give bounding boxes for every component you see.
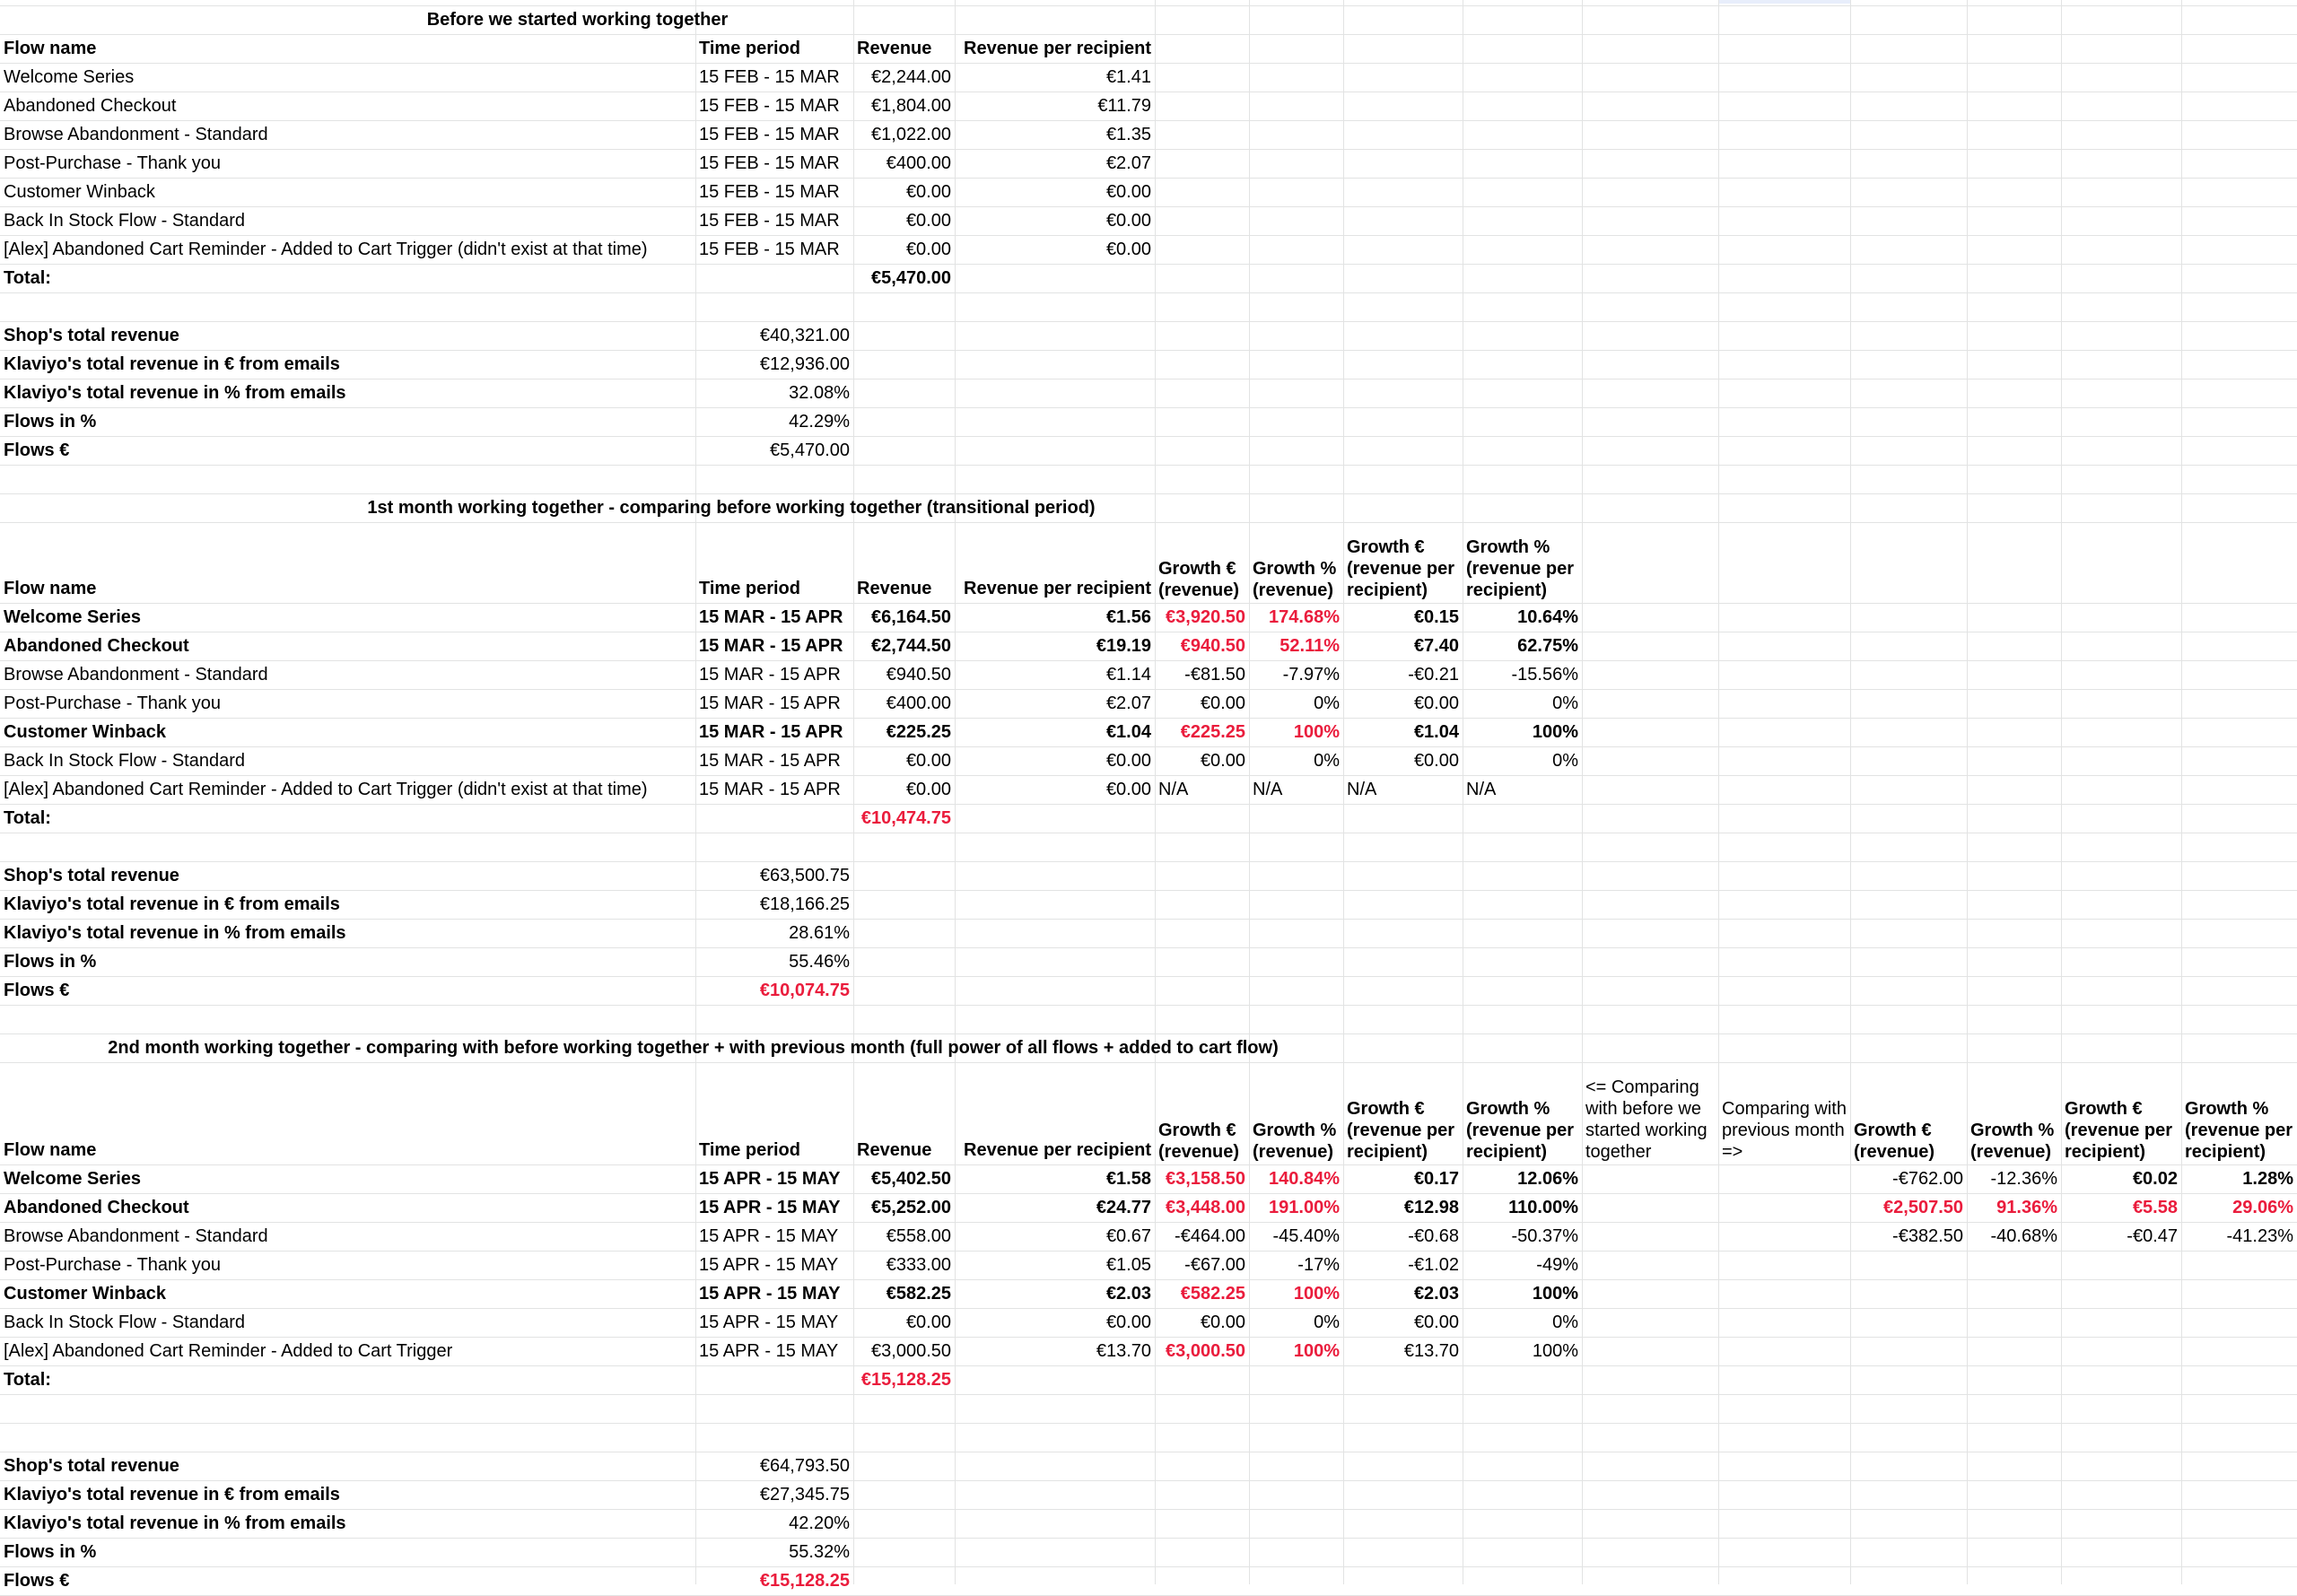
column-header[interactable]: Time period xyxy=(699,1140,800,1160)
column-header[interactable]: Revenue xyxy=(857,1140,932,1160)
growth-eur-cell[interactable]: €225.25 xyxy=(1180,722,1245,742)
growth-eur-cell[interactable]: €3,448.00 xyxy=(1166,1198,1245,1217)
flow-name-cell[interactable]: Post-Purchase - Thank you xyxy=(4,1255,221,1275)
flow-name-cell[interactable]: Browse Abandonment - Standard xyxy=(4,1226,268,1246)
revenue-cell[interactable]: €0.00 xyxy=(905,240,951,259)
summary-value[interactable]: €5,470.00 xyxy=(770,440,850,460)
section-title[interactable]: Before we started working together xyxy=(426,10,729,30)
prev-growth-eur-rpr-cell[interactable]: -€0.47 xyxy=(2127,1226,2178,1246)
time-period-cell[interactable]: 15 MAR - 15 APR xyxy=(699,607,843,627)
growth-eur-rpr-cell[interactable]: €0.00 xyxy=(1413,1313,1459,1332)
flow-name-cell[interactable]: Customer Winback xyxy=(4,182,155,202)
time-period-cell[interactable]: 15 FEB - 15 MAR xyxy=(699,182,840,202)
revenue-per-recipient-cell[interactable]: €1.35 xyxy=(1105,125,1151,144)
time-period-cell[interactable]: 15 FEB - 15 MAR xyxy=(699,153,840,173)
summary-label[interactable]: Flows € xyxy=(4,440,70,460)
growth-pct-cell[interactable]: 100% xyxy=(1293,722,1340,742)
column-header[interactable]: Growth € (revenue per recipient) xyxy=(1347,1099,1455,1162)
column-header[interactable]: Growth % (revenue per recipient) xyxy=(1466,1099,1575,1162)
growth-eur-rpr-cell[interactable]: €13.70 xyxy=(1403,1341,1459,1361)
grid-column-line xyxy=(1850,0,1851,1584)
growth-eur-cell[interactable]: €0.00 xyxy=(1200,1313,1245,1332)
column-header[interactable]: Time period xyxy=(699,39,800,58)
growth-pct-cell[interactable]: 191.00% xyxy=(1269,1198,1340,1217)
growth-eur-cell[interactable]: €0.00 xyxy=(1200,751,1245,771)
flow-name-cell[interactable]: Back In Stock Flow - Standard xyxy=(4,751,246,771)
summary-value[interactable]: 42.20% xyxy=(789,1513,850,1533)
revenue-cell[interactable]: €0.00 xyxy=(905,1313,951,1332)
summary-value[interactable]: €15,128.25 xyxy=(759,1571,850,1591)
growth-eur-rpr-cell[interactable]: €12.98 xyxy=(1403,1198,1459,1217)
prev-growth-eur-cell[interactable]: -€382.50 xyxy=(1892,1226,1963,1246)
grid-row-line xyxy=(0,465,2297,466)
flow-name-cell[interactable]: Back In Stock Flow - Standard xyxy=(4,211,246,231)
revenue-per-recipient-cell[interactable]: €19.19 xyxy=(1096,636,1151,656)
column-header[interactable]: Growth % (revenue) xyxy=(1253,1121,1337,1162)
growth-eur-cell[interactable]: -€67.00 xyxy=(1184,1255,1245,1275)
growth-eur-rpr-cell[interactable]: €7.40 xyxy=(1413,636,1459,656)
revenue-per-recipient-cell[interactable]: €1.04 xyxy=(1105,722,1151,742)
revenue-cell[interactable]: €5,402.50 xyxy=(871,1169,951,1189)
growth-pct-cell[interactable]: -17% xyxy=(1297,1255,1340,1275)
revenue-cell[interactable]: €333.00 xyxy=(886,1255,951,1275)
revenue-cell[interactable]: €582.25 xyxy=(886,1284,951,1304)
flow-name-cell[interactable]: Back In Stock Flow - Standard xyxy=(4,1313,246,1332)
flow-name-cell[interactable]: Abandoned Checkout xyxy=(4,96,177,116)
summary-value[interactable]: 28.61% xyxy=(789,923,850,943)
column-header[interactable]: Growth % (revenue per recipient) xyxy=(1466,537,1575,600)
summary-label[interactable]: Klaviyo's total revenue in € from emails xyxy=(4,894,340,914)
column-header[interactable]: Revenue xyxy=(857,39,932,58)
revenue-cell[interactable]: €0.00 xyxy=(905,182,951,202)
summary-label[interactable]: Flows € xyxy=(4,1571,70,1591)
growth-eur-cell[interactable]: €3,000.50 xyxy=(1166,1341,1245,1361)
time-period-cell[interactable]: 15 FEB - 15 MAR xyxy=(699,67,840,87)
revenue-per-recipient-cell[interactable]: €0.00 xyxy=(1105,240,1151,259)
growth-pct-cell[interactable]: -7.97% xyxy=(1282,665,1340,685)
revenue-cell[interactable]: €2,744.50 xyxy=(871,636,951,656)
revenue-cell[interactable]: €3,000.50 xyxy=(871,1341,951,1361)
summary-label[interactable]: Shop's total revenue xyxy=(4,326,179,345)
summary-value[interactable]: €27,345.75 xyxy=(759,1485,850,1504)
growth-pct-rpr-cell[interactable]: 100% xyxy=(1532,722,1578,742)
summary-label[interactable]: Shop's total revenue xyxy=(4,1456,179,1476)
growth-pct-rpr-cell[interactable]: 62.75% xyxy=(1517,636,1578,656)
growth-pct-cell[interactable]: 100% xyxy=(1293,1284,1340,1304)
time-period-cell[interactable]: 15 APR - 15 MAY xyxy=(699,1341,839,1361)
revenue-cell[interactable]: €2,244.00 xyxy=(871,67,951,87)
growth-pct-rpr-cell[interactable]: 0% xyxy=(1552,1313,1578,1332)
time-period-cell[interactable]: 15 APR - 15 MAY xyxy=(699,1226,839,1246)
summary-value[interactable]: €12,936.00 xyxy=(759,354,850,374)
summary-label[interactable]: Klaviyo's total revenue in % from emails xyxy=(4,923,346,943)
growth-eur-rpr-cell[interactable]: N/A xyxy=(1347,780,1377,799)
summary-label[interactable]: Klaviyo's total revenue in % from emails xyxy=(4,1513,346,1533)
column-header[interactable]: Growth € (revenue) xyxy=(1158,1121,1240,1162)
revenue-per-recipient-cell[interactable]: €13.70 xyxy=(1096,1341,1151,1361)
summary-label[interactable]: Flows € xyxy=(4,981,70,1000)
column-header[interactable]: Revenue per recipient xyxy=(964,579,1151,598)
flow-name-cell[interactable]: Abandoned Checkout xyxy=(4,1198,189,1217)
time-period-cell[interactable]: 15 FEB - 15 MAR xyxy=(699,211,840,231)
revenue-per-recipient-cell[interactable]: €11.79 xyxy=(1097,96,1151,116)
summary-value[interactable]: 32.08% xyxy=(789,383,850,403)
column-header[interactable]: Growth € (revenue) xyxy=(1158,559,1240,600)
flow-name-cell[interactable]: Welcome Series xyxy=(4,607,142,627)
revenue-per-recipient-cell[interactable]: €1.56 xyxy=(1105,607,1151,627)
time-period-cell[interactable]: 15 APR - 15 MAY xyxy=(699,1313,839,1332)
section-title[interactable]: 1st month working together - comparing before working together (transitional period) xyxy=(367,498,1096,518)
growth-pct-rpr-cell[interactable]: 10.64% xyxy=(1517,607,1578,627)
summary-value[interactable]: €40,321.00 xyxy=(759,326,850,345)
selected-cell-highlight xyxy=(1718,0,1850,4)
section-title[interactable]: 2nd month working together - comparing with before working together + with previous month (full power of all flows + added to cart flow) xyxy=(108,1038,1279,1058)
growth-eur-rpr-cell[interactable]: -€0.68 xyxy=(1408,1226,1459,1246)
summary-value[interactable]: €10,074.75 xyxy=(759,981,850,1000)
growth-eur-cell[interactable]: -€81.50 xyxy=(1184,665,1245,685)
column-header[interactable]: <= Comparing with before we started working together xyxy=(1585,1077,1707,1162)
revenue-per-recipient-cell[interactable]: €0.00 xyxy=(1105,211,1151,231)
column-header[interactable]: Time period xyxy=(699,579,800,598)
flow-name-cell[interactable]: Abandoned Checkout xyxy=(4,636,189,656)
prev-growth-pct-rpr-cell[interactable]: -41.23% xyxy=(2226,1226,2293,1246)
time-period-cell[interactable]: 15 APR - 15 MAY xyxy=(699,1255,839,1275)
total-value[interactable]: €10,474.75 xyxy=(860,808,951,828)
flow-name-cell[interactable]: [Alex] Abandoned Cart Reminder - Added to Cart Trigger (didn't exist at that time) xyxy=(4,240,648,259)
revenue-cell[interactable]: €225.25 xyxy=(886,722,951,742)
growth-eur-rpr-cell[interactable]: €0.15 xyxy=(1413,607,1459,627)
growth-eur-cell[interactable]: €3,158.50 xyxy=(1166,1169,1245,1189)
summary-value[interactable]: €64,793.50 xyxy=(759,1456,850,1476)
growth-eur-cell[interactable]: €940.50 xyxy=(1180,636,1245,656)
time-period-cell[interactable]: 15 APR - 15 MAY xyxy=(699,1198,841,1217)
time-period-cell[interactable]: 15 APR - 15 MAY xyxy=(699,1169,841,1189)
summary-label[interactable]: Flows in % xyxy=(4,412,97,432)
growth-pct-rpr-cell[interactable]: -49% xyxy=(1536,1255,1578,1275)
column-header[interactable]: Revenue per recipient xyxy=(964,39,1151,58)
column-header[interactable]: Growth % (revenue) xyxy=(1253,559,1337,600)
time-period-cell[interactable]: 15 MAR - 15 APR xyxy=(699,665,841,685)
flow-name-cell[interactable]: Post-Purchase - Thank you xyxy=(4,693,221,713)
growth-pct-cell[interactable]: 0% xyxy=(1314,1313,1340,1332)
revenue-per-recipient-cell[interactable]: €1.14 xyxy=(1105,665,1151,685)
summary-label[interactable]: Flows in % xyxy=(4,1542,97,1562)
growth-pct-cell[interactable]: 100% xyxy=(1293,1341,1340,1361)
growth-pct-rpr-cell[interactable]: -50.37% xyxy=(1511,1226,1578,1246)
growth-pct-rpr-cell[interactable]: 12.06% xyxy=(1517,1169,1578,1189)
column-header[interactable]: Growth € (revenue per recipient) xyxy=(1347,537,1455,600)
grid-row-line xyxy=(0,292,2297,293)
revenue-per-recipient-cell[interactable]: €1.58 xyxy=(1105,1169,1151,1189)
prev-growth-pct-cell[interactable]: -40.68% xyxy=(1990,1226,2057,1246)
revenue-cell[interactable]: €940.50 xyxy=(886,665,951,685)
growth-pct-cell[interactable]: 140.84% xyxy=(1269,1169,1340,1189)
summary-value[interactable]: 55.46% xyxy=(789,952,850,972)
column-header[interactable]: Revenue per recipient xyxy=(964,1140,1151,1160)
column-header[interactable]: Growth € (revenue per recipient) xyxy=(2065,1099,2173,1162)
time-period-cell[interactable]: 15 MAR - 15 APR xyxy=(699,722,843,742)
flow-name-cell[interactable]: Welcome Series xyxy=(4,1169,142,1189)
growth-pct-rpr-cell[interactable]: 0% xyxy=(1552,751,1578,771)
growth-pct-rpr-cell[interactable]: 100% xyxy=(1532,1341,1578,1361)
summary-label[interactable]: Shop's total revenue xyxy=(4,866,179,885)
grid-column-line xyxy=(1967,0,1968,1584)
growth-eur-rpr-cell[interactable]: €1.04 xyxy=(1413,722,1459,742)
summary-value[interactable]: €18,166.25 xyxy=(759,894,850,914)
growth-pct-cell[interactable]: 52.11% xyxy=(1280,636,1340,656)
summary-label[interactable]: Klaviyo's total revenue in € from emails xyxy=(4,354,340,374)
grid-column-line xyxy=(1718,0,1719,1584)
grid-column-line xyxy=(1582,0,1583,1584)
revenue-per-recipient-cell[interactable]: €0.00 xyxy=(1105,751,1151,771)
growth-pct-rpr-cell[interactable]: 100% xyxy=(1532,1284,1578,1304)
flow-name-cell[interactable]: Post-Purchase - Thank you xyxy=(4,153,221,173)
time-period-cell[interactable]: 15 FEB - 15 MAR xyxy=(699,240,840,259)
growth-pct-cell[interactable]: 174.68% xyxy=(1269,607,1340,627)
growth-eur-rpr-cell[interactable]: €0.17 xyxy=(1413,1169,1459,1189)
grid-column-line xyxy=(2181,0,2182,1584)
prev-growth-eur-rpr-cell[interactable]: €0.02 xyxy=(2132,1169,2178,1189)
summary-value[interactable]: 42.29% xyxy=(789,412,850,432)
revenue-cell[interactable]: €400.00 xyxy=(886,693,951,713)
prev-growth-eur-rpr-cell[interactable]: €5.58 xyxy=(2132,1198,2178,1217)
column-header[interactable]: Flow name xyxy=(4,579,97,598)
growth-pct-rpr-cell[interactable]: -15.56% xyxy=(1511,665,1578,685)
flow-name-cell[interactable]: [Alex] Abandoned Cart Reminder - Added to Cart Trigger (didn't exist at that time) xyxy=(4,780,648,799)
time-period-cell[interactable]: 15 MAR - 15 APR xyxy=(699,780,841,799)
time-period-cell[interactable]: 15 MAR - 15 APR xyxy=(699,751,841,771)
revenue-cell[interactable]: €0.00 xyxy=(905,751,951,771)
flow-name-cell[interactable]: Browse Abandonment - Standard xyxy=(4,125,268,144)
summary-value[interactable]: 55.32% xyxy=(789,1542,850,1562)
flow-name-cell[interactable]: Customer Winback xyxy=(4,1284,166,1304)
growth-eur-rpr-cell[interactable]: -€0.21 xyxy=(1408,665,1459,685)
summary-label[interactable]: Flows in % xyxy=(4,952,97,972)
summary-value[interactable]: €63,500.75 xyxy=(759,866,850,885)
grid-row-line xyxy=(0,1394,2297,1395)
growth-pct-rpr-cell[interactable]: N/A xyxy=(1466,780,1497,799)
growth-eur-cell[interactable]: €582.25 xyxy=(1180,1284,1245,1304)
prev-growth-pct-rpr-cell[interactable]: 1.28% xyxy=(2242,1169,2293,1189)
column-header[interactable]: Revenue xyxy=(857,579,932,598)
growth-eur-cell[interactable]: -€464.00 xyxy=(1175,1226,1245,1246)
total-label[interactable]: Total: xyxy=(4,1370,51,1390)
growth-pct-cell[interactable]: -45.40% xyxy=(1272,1226,1340,1246)
revenue-per-recipient-cell[interactable]: €2.07 xyxy=(1105,153,1151,173)
time-period-cell[interactable]: 15 FEB - 15 MAR xyxy=(699,96,840,116)
revenue-cell[interactable]: €400.00 xyxy=(886,153,951,173)
column-header[interactable]: Growth € (revenue) xyxy=(1854,1121,1935,1162)
revenue-per-recipient-cell[interactable]: €0.00 xyxy=(1105,780,1151,799)
revenue-per-recipient-cell[interactable]: €0.67 xyxy=(1105,1226,1151,1246)
growth-eur-cell[interactable]: €0.00 xyxy=(1200,693,1245,713)
time-period-cell[interactable]: 15 MAR - 15 APR xyxy=(699,636,843,656)
growth-eur-rpr-cell[interactable]: -€1.02 xyxy=(1408,1255,1459,1275)
column-header[interactable]: Comparing with previous month => xyxy=(1722,1099,1847,1162)
flow-name-cell[interactable]: Customer Winback xyxy=(4,722,166,742)
prev-growth-pct-cell[interactable]: 91.36% xyxy=(1996,1198,2057,1217)
revenue-cell[interactable]: €1,022.00 xyxy=(871,125,951,144)
prev-growth-eur-cell[interactable]: -€762.00 xyxy=(1892,1169,1963,1189)
column-header[interactable]: Flow name xyxy=(4,39,97,58)
revenue-cell[interactable]: €558.00 xyxy=(886,1226,951,1246)
summary-label[interactable]: Klaviyo's total revenue in % from emails xyxy=(4,383,346,403)
revenue-per-recipient-cell[interactable]: €2.03 xyxy=(1105,1284,1151,1304)
revenue-per-recipient-cell[interactable]: €1.05 xyxy=(1105,1255,1151,1275)
revenue-per-recipient-cell[interactable]: €0.00 xyxy=(1105,182,1151,202)
summary-label[interactable]: Klaviyo's total revenue in € from emails xyxy=(4,1485,340,1504)
time-period-cell[interactable]: 15 MAR - 15 APR xyxy=(699,693,841,713)
prev-growth-pct-cell[interactable]: -12.36% xyxy=(1990,1169,2057,1189)
grid-row-line xyxy=(0,1005,2297,1006)
total-value[interactable]: €15,128.25 xyxy=(860,1370,951,1390)
time-period-cell[interactable]: 15 FEB - 15 MAR xyxy=(699,125,840,144)
revenue-per-recipient-cell[interactable]: €1.41 xyxy=(1105,67,1151,87)
prev-growth-pct-rpr-cell[interactable]: 29.06% xyxy=(2232,1198,2293,1217)
growth-pct-cell[interactable]: 0% xyxy=(1314,693,1340,713)
growth-pct-rpr-cell[interactable]: 110.00% xyxy=(1508,1198,1578,1217)
revenue-per-recipient-cell[interactable]: €2.07 xyxy=(1105,693,1151,713)
flow-name-cell[interactable]: Browse Abandonment - Standard xyxy=(4,665,268,685)
total-label[interactable]: Total: xyxy=(4,808,51,828)
total-value[interactable]: €5,470.00 xyxy=(871,268,951,288)
grid-row-line xyxy=(0,1423,2297,1424)
growth-pct-rpr-cell[interactable]: 0% xyxy=(1552,693,1578,713)
column-header[interactable]: Growth % (revenue per recipient) xyxy=(2185,1099,2293,1162)
growth-eur-rpr-cell[interactable]: €2.03 xyxy=(1413,1284,1459,1304)
revenue-per-recipient-cell[interactable]: €24.77 xyxy=(1096,1198,1151,1217)
grid-column-line xyxy=(2061,0,2062,1584)
column-header[interactable]: Growth % (revenue) xyxy=(1970,1121,2055,1162)
revenue-per-recipient-cell[interactable]: €0.00 xyxy=(1105,1313,1151,1332)
time-period-cell[interactable]: 15 APR - 15 MAY xyxy=(699,1284,841,1304)
total-label[interactable]: Total: xyxy=(4,268,51,288)
revenue-cell[interactable]: €0.00 xyxy=(905,780,951,799)
growth-eur-cell[interactable]: €3,920.50 xyxy=(1166,607,1245,627)
prev-growth-eur-cell[interactable]: €2,507.50 xyxy=(1883,1198,1963,1217)
growth-pct-cell[interactable]: 0% xyxy=(1314,751,1340,771)
revenue-cell[interactable]: €6,164.50 xyxy=(871,607,951,627)
column-header[interactable]: Flow name xyxy=(4,1140,97,1160)
flow-name-cell[interactable]: Welcome Series xyxy=(4,67,135,87)
flow-name-cell[interactable]: [Alex] Abandoned Cart Reminder - Added to Cart Trigger xyxy=(4,1341,453,1361)
growth-eur-cell[interactable]: N/A xyxy=(1158,780,1189,799)
growth-pct-cell[interactable]: N/A xyxy=(1253,780,1283,799)
revenue-cell[interactable]: €5,252.00 xyxy=(871,1198,951,1217)
growth-eur-rpr-cell[interactable]: €0.00 xyxy=(1413,693,1459,713)
revenue-cell[interactable]: €0.00 xyxy=(905,211,951,231)
revenue-cell[interactable]: €1,804.00 xyxy=(871,96,951,116)
growth-eur-rpr-cell[interactable]: €0.00 xyxy=(1413,751,1459,771)
